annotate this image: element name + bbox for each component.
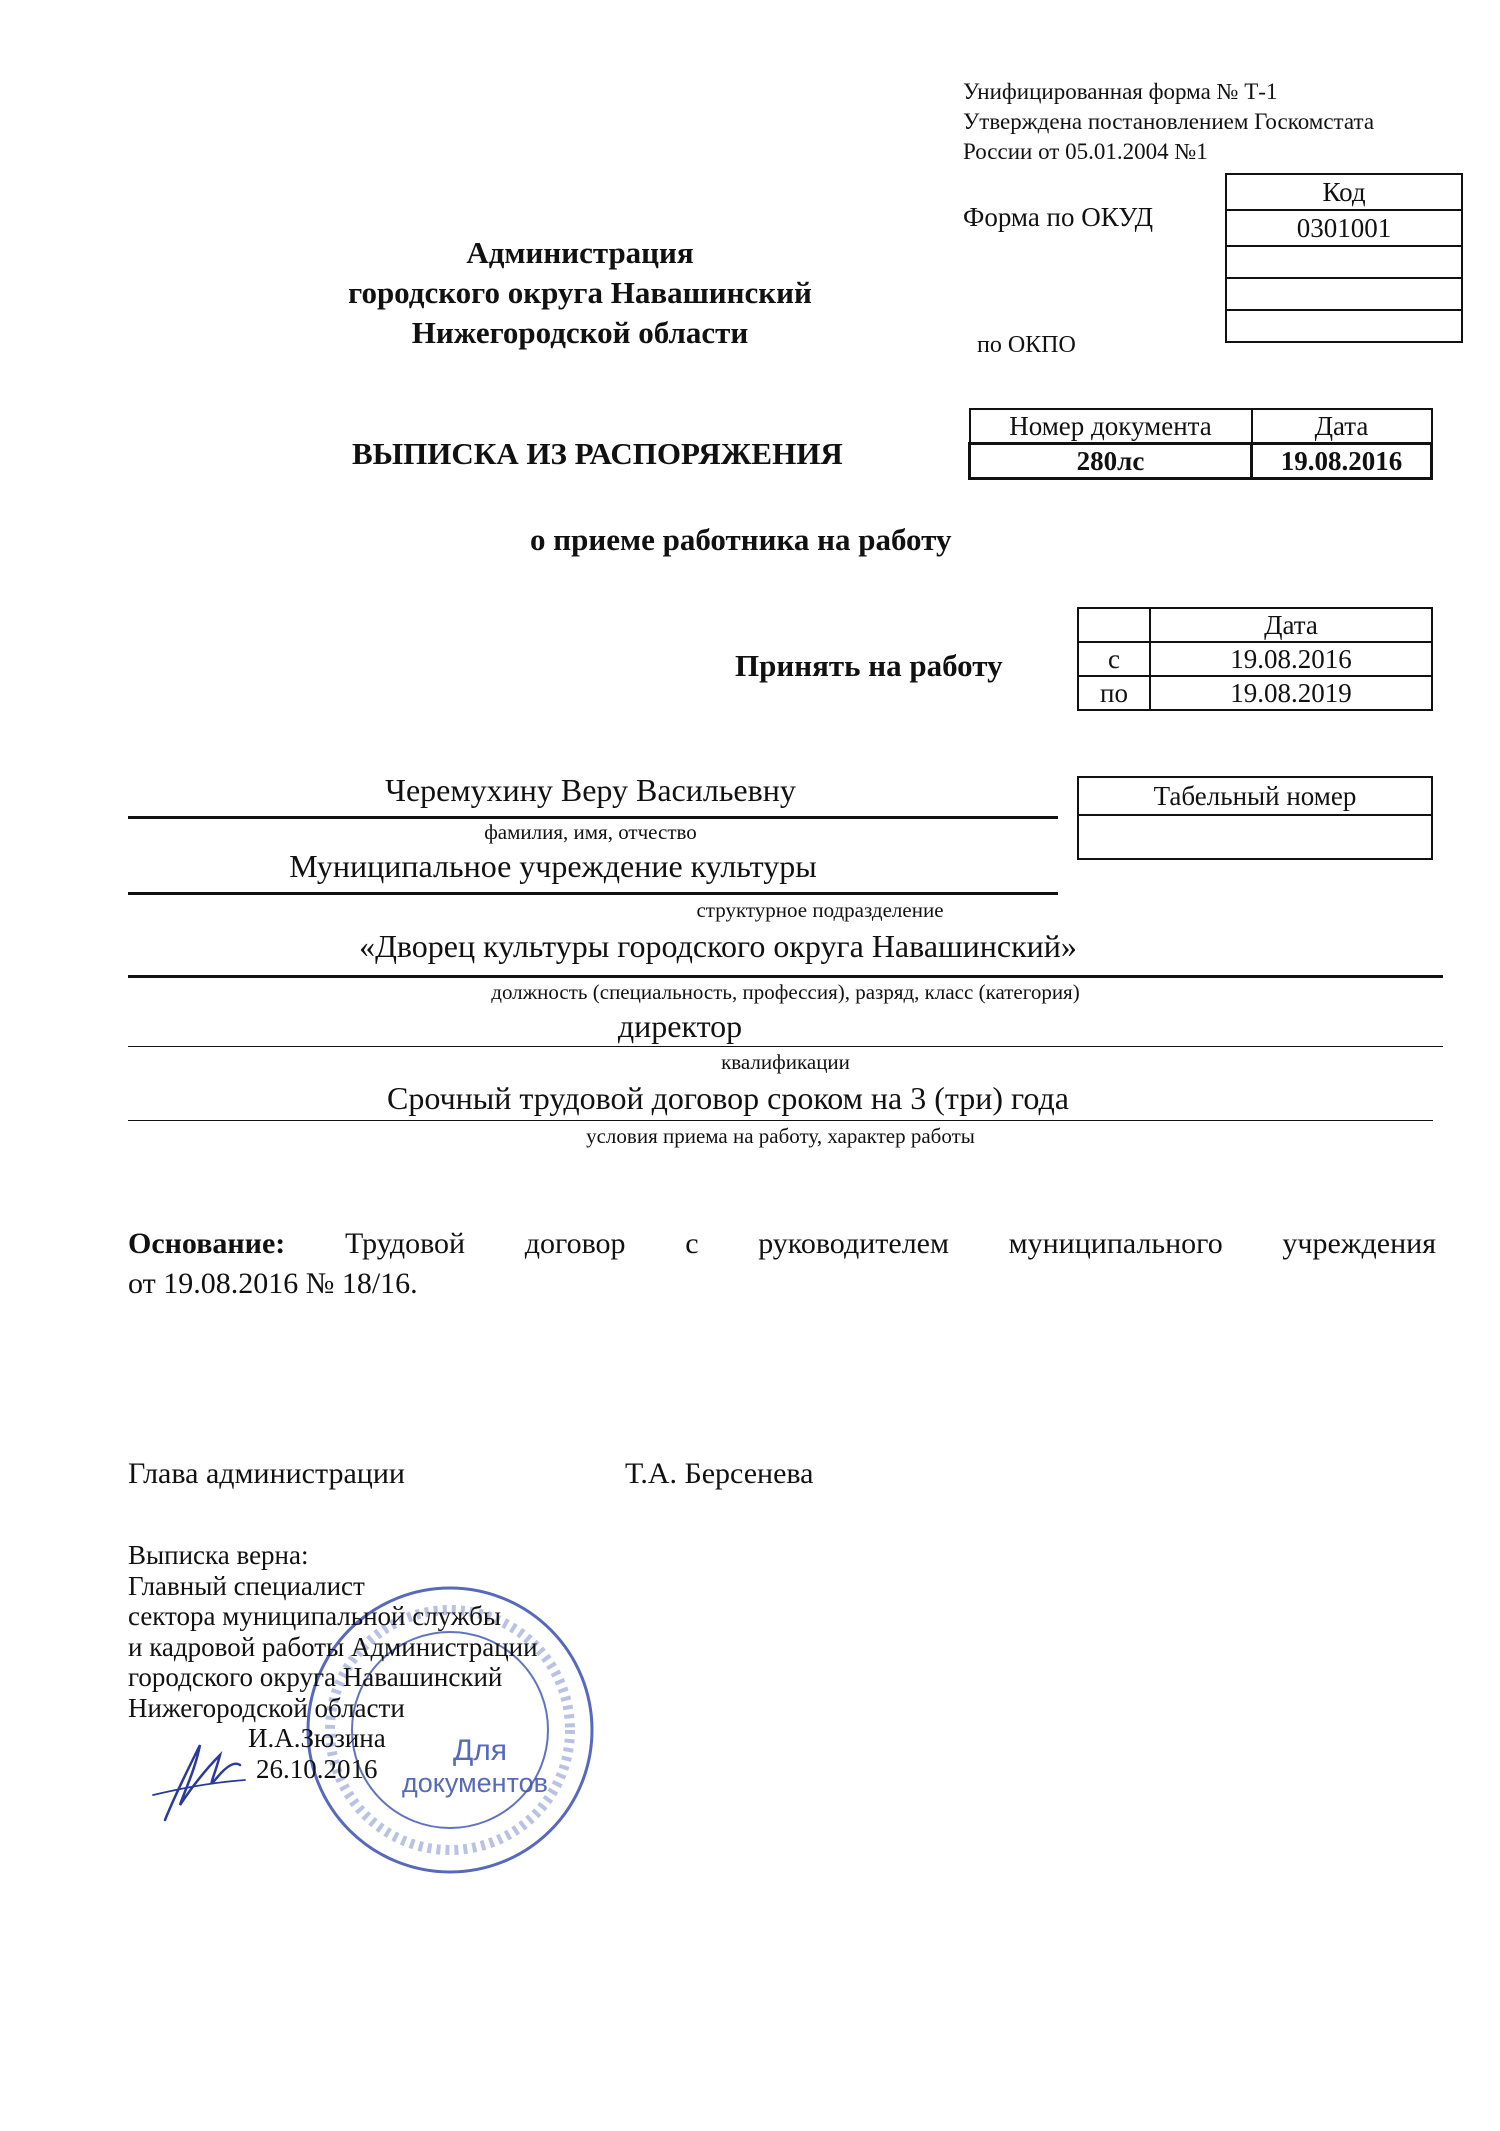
basis-line-1 bbox=[128, 1225, 1436, 1263]
position-caption: должность (специальность, профессия), разряд, класс (категория) bbox=[491, 980, 1080, 1004]
handwritten-signature bbox=[145, 1735, 255, 1830]
stamp-center-2: документов bbox=[402, 1768, 548, 1798]
okud-label: Форма по ОКУД bbox=[963, 202, 1154, 232]
doc-date: 19.08.2016 bbox=[1252, 444, 1432, 479]
approval-line-2: России от 05.01.2004 №1 bbox=[963, 139, 1208, 164]
approval-line-1: Утверждена постановлением Госкомстата bbox=[963, 109, 1375, 134]
hire-to-label: по bbox=[1078, 676, 1150, 710]
position-line bbox=[128, 1046, 1443, 1047]
hire-from-label: с bbox=[1078, 642, 1150, 676]
cert-line-1: Выписка верна: bbox=[128, 1540, 309, 1570]
code-table bbox=[1225, 173, 1463, 343]
qualification-caption: квалификации bbox=[721, 1050, 850, 1074]
stamp-center-1: Для bbox=[452, 1734, 508, 1767]
hire-date-table bbox=[1077, 607, 1433, 711]
department: Муниципальное учреждение культуры bbox=[289, 848, 817, 884]
org-line-1: Администрация bbox=[466, 235, 694, 270]
cert-date: 26.10.2016 bbox=[256, 1753, 378, 1784]
full-name-line bbox=[128, 816, 1058, 819]
doc-number-header: Номер документа bbox=[970, 409, 1252, 444]
doc-number: 280лс bbox=[970, 444, 1252, 479]
code-empty-2 bbox=[1226, 278, 1462, 310]
cert-line-6: Нижегородской области bbox=[128, 1692, 405, 1723]
hire-label: Принять на работу bbox=[735, 648, 1003, 683]
basis-label: Основание: bbox=[128, 1227, 286, 1260]
document-title: ВЫПИСКА ИЗ РАСПОРЯЖЕНИЯ bbox=[352, 436, 843, 471]
hire-from-date: 19.08.2016 bbox=[1150, 642, 1432, 676]
okpo-label: по ОКПО bbox=[977, 332, 1076, 358]
signature-name: Т.А. Берсенева bbox=[625, 1457, 814, 1490]
conditions-line bbox=[128, 1120, 1433, 1121]
conditions: Срочный трудовой договор сроком на 3 (три) года bbox=[387, 1080, 1069, 1116]
basis-text-1: Трудовой договор с руководителем муниципального учреждения bbox=[344, 1227, 1437, 1260]
doc-number-table bbox=[968, 408, 1433, 480]
hire-to-date: 19.08.2019 bbox=[1150, 676, 1432, 710]
cert-line-2: Главный специалист bbox=[128, 1570, 365, 1601]
basis-text-2: от 19.08.2016 № 18/16. bbox=[128, 1267, 418, 1300]
document-subtitle: о приеме работника на работу bbox=[530, 522, 952, 557]
doc-date-header: Дата bbox=[1252, 409, 1432, 444]
department-caption: структурное подразделение bbox=[696, 898, 944, 922]
hire-date-header: Дата bbox=[1150, 608, 1432, 642]
org-line-3: Нижегородской области bbox=[411, 315, 749, 350]
code-header: Код bbox=[1226, 174, 1462, 210]
conditions-caption: условия приема на работу, характер работы bbox=[586, 1124, 975, 1148]
cert-name: И.А.Зюзина bbox=[248, 1723, 386, 1753]
tab-number-table bbox=[1077, 776, 1433, 860]
okpo-code bbox=[1226, 310, 1462, 342]
code-empty-1 bbox=[1226, 246, 1462, 278]
cert-line-3: сектора муниципальной службы bbox=[128, 1601, 502, 1631]
tab-number-value bbox=[1078, 815, 1432, 859]
org-line-2: городского округа Навашинский bbox=[348, 275, 812, 310]
full-name-caption: фамилия, имя, отчество bbox=[484, 820, 697, 844]
department-line bbox=[128, 892, 1058, 895]
tab-number-header: Табельный номер bbox=[1078, 777, 1432, 815]
institution-line bbox=[128, 975, 1443, 978]
position: директор bbox=[617, 1008, 743, 1044]
institution: «Дворец культуры городского округа Навашинский» bbox=[359, 928, 1077, 964]
cert-line-5: городского округа Навашинский bbox=[128, 1662, 503, 1692]
cert-line-4: и кадровой работы Администрации bbox=[128, 1631, 538, 1662]
unified-form-label: Унифицированная форма № Т-1 bbox=[963, 79, 1278, 104]
full-name: Черемухину Веру Васильевну bbox=[385, 772, 796, 808]
hire-date-empty bbox=[1078, 608, 1150, 642]
okud-code: 0301001 bbox=[1226, 210, 1462, 246]
signature-position: Глава администрации bbox=[128, 1457, 405, 1490]
